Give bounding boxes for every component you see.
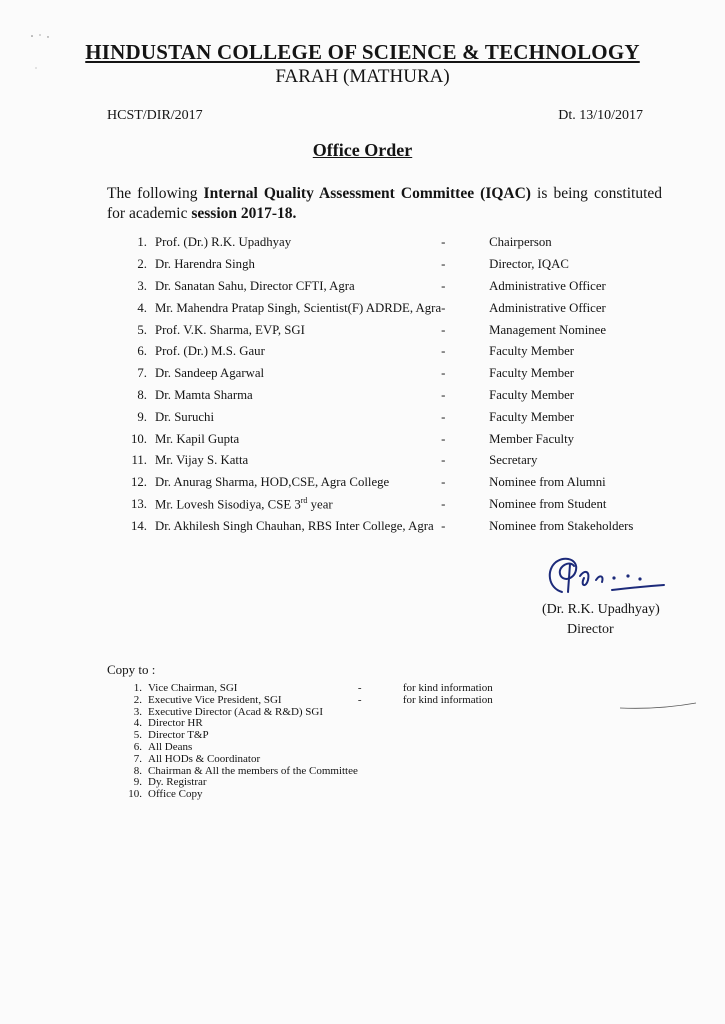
copy-to-label: Copy to : [107, 662, 156, 677]
copy-item-number: 2. [133, 693, 142, 706]
copy-item-separator [358, 718, 403, 730]
copy-item-number: 8. [133, 764, 142, 777]
copy-item-separator: - [357, 693, 362, 706]
member-role: Administrative Officer [489, 300, 606, 315]
member-separator: - [441, 322, 446, 337]
copy-item-note [403, 707, 540, 719]
copy-to-item [120, 754, 540, 766]
member-separator: - [441, 518, 446, 533]
copy-item-number: 3. [133, 705, 142, 718]
member-role: Management Nominee [489, 322, 607, 337]
copy-item-note [403, 718, 540, 730]
member-role: Nominee from Stakeholders [489, 518, 634, 533]
copy-item-recipient: Office Copy [148, 788, 203, 801]
copy-item-recipient: Director HR [148, 717, 203, 730]
member-number: 1. [137, 235, 147, 250]
copy-item-separator [358, 789, 403, 801]
member-row [107, 297, 667, 319]
member-separator: - [441, 300, 446, 315]
committee-name: Internal Quality Assessment Committee (IQAC) [203, 185, 531, 202]
member-row [107, 450, 667, 472]
member-number: 5. [137, 322, 147, 337]
member-role: Nominee from Student [489, 496, 607, 511]
copy-item-note [403, 777, 540, 789]
member-name: Mr. Vijay S. Katta [155, 453, 249, 468]
copy-to-list [120, 683, 540, 801]
member-separator: - [441, 278, 446, 293]
member-row [107, 428, 667, 450]
member-role: Secretary [489, 453, 538, 468]
copy-item-note [403, 766, 540, 778]
member-name: Dr. Sanatan Sahu, Director CFTI, Agra [155, 278, 355, 293]
copy-to-item [120, 789, 540, 801]
member-number: 7. [137, 366, 147, 381]
copy-item-number: 6. [133, 740, 142, 753]
copy-item-separator [358, 766, 403, 778]
copy-item-separator [358, 730, 403, 742]
member-role: Member Faculty [489, 431, 575, 446]
member-name: Prof. (Dr.) M.S. Gaur [155, 344, 265, 359]
member-number: 2. [137, 257, 147, 272]
member-row [107, 341, 667, 363]
copy-item-note [403, 730, 540, 742]
institution-location: FARAH (MATHURA) [275, 66, 450, 87]
member-name: Dr. Harendra Singh [155, 257, 255, 272]
member-role: Faculty Member [489, 387, 575, 402]
copy-item-number: 4. [133, 717, 142, 730]
committee-members-list [107, 232, 667, 537]
member-row [107, 232, 667, 254]
document-title: Office Order [312, 140, 413, 160]
signatory-name: (Dr. R.K. Upadhyay) [542, 602, 660, 617]
member-role: Chairperson [489, 235, 552, 250]
member-role: Faculty Member [489, 344, 575, 359]
member-number: 6. [137, 344, 147, 359]
member-number: 13. [131, 496, 147, 511]
member-name: Dr. Anurag Sharma, HOD,CSE, Agra College [155, 475, 390, 490]
member-separator: - [441, 257, 446, 272]
member-row [107, 494, 667, 516]
copy-item-number: 10. [128, 788, 142, 801]
copy-item-note [403, 754, 540, 766]
member-role: Faculty Member [489, 366, 575, 381]
institution-name: HINDUSTAN COLLEGE OF SCIENCE & TECHNOLOGY [85, 40, 640, 64]
copy-item-separator [358, 754, 403, 766]
signature-image [540, 552, 670, 602]
copy-item-separator [358, 742, 403, 754]
pen-stroke-mark [618, 700, 698, 712]
member-number: 10. [131, 431, 147, 446]
member-name: Prof. V.K. Sharma, EVP, SGI [155, 322, 305, 337]
member-name: Dr. Sandeep Agarwal [155, 366, 265, 381]
member-number: 12. [131, 475, 147, 490]
scan-specks [28, 28, 78, 78]
member-row [107, 472, 667, 494]
copy-item-recipient: Executive Director (Acad & R&D) SGI [148, 705, 324, 718]
copy-item-recipient: All HODs & Coordinator [148, 752, 261, 765]
copy-to-item [120, 695, 540, 707]
member-role: Faculty Member [489, 409, 575, 424]
member-number: 8. [137, 387, 147, 402]
copy-item-note: for kind information [402, 693, 493, 706]
member-row [107, 385, 667, 407]
member-separator: - [441, 409, 446, 424]
copy-item-recipient: Director T&P [148, 729, 209, 742]
intro-text: The following [107, 185, 204, 202]
member-name: Mr. Lovesh Sisodiya, CSE 3rd year [155, 496, 333, 512]
member-separator: - [441, 235, 446, 250]
member-name: Dr. Suruchi [155, 409, 215, 424]
copy-item-separator: - [357, 682, 362, 694]
member-number: 4. [137, 300, 147, 315]
copy-item-note [403, 742, 540, 754]
member-role: Director, IQAC [489, 257, 569, 272]
copy-item-recipient: Dy. Registrar [148, 776, 207, 789]
member-row [107, 406, 667, 428]
member-name: Mr. Mahendra Pratap Singh, Scientist(F) ADRDE, Agra [155, 300, 442, 315]
member-separator: - [441, 496, 446, 511]
member-row [107, 319, 667, 341]
reference-number: HCST/DIR/2017 [107, 108, 203, 123]
member-name: Dr. Akhilesh Singh Chauhan, RBS Inter College, Agra [155, 518, 434, 533]
copy-item-separator [358, 707, 403, 719]
member-separator: - [441, 453, 446, 468]
member-name: Prof. (Dr.) R.K. Upadhyay [155, 235, 292, 250]
copy-item-note: for kind information [402, 682, 493, 694]
member-separator: - [441, 344, 446, 359]
copy-item-number: 1. [133, 682, 142, 694]
copy-item-recipient: All Deans [148, 740, 193, 753]
member-role: Administrative Officer [489, 278, 606, 293]
member-name: Dr. Mamta Sharma [155, 387, 253, 402]
copy-to-item [120, 742, 540, 754]
member-separator: - [441, 431, 446, 446]
intro-text-2: is being constituted for academic [107, 185, 663, 222]
signatory-designation: Director [567, 622, 614, 637]
member-row [107, 363, 667, 385]
copy-item-recipient: Chairman & All the members of the Committee [148, 764, 358, 777]
member-number: 11. [131, 453, 147, 468]
member-name: Mr. Kapil Gupta [155, 431, 240, 446]
member-number: 14. [131, 518, 147, 533]
member-number: 9. [137, 409, 147, 424]
copy-item-number: 5. [133, 729, 142, 742]
copy-item-number: 9. [133, 776, 142, 789]
member-row [107, 254, 667, 276]
copy-item-note [403, 789, 540, 801]
member-role: Nominee from Alumni [489, 475, 606, 490]
copy-item-recipient: Executive Vice President, SGI [148, 693, 282, 706]
session-label: session 2017-18. [191, 205, 297, 222]
member-separator: - [441, 387, 446, 402]
member-row [107, 276, 667, 298]
member-separator: - [441, 366, 446, 381]
intro-paragraph [107, 184, 662, 224]
order-date: Dt. 13/10/2017 [558, 108, 643, 123]
member-row [107, 515, 667, 537]
copy-item-separator [358, 777, 403, 789]
member-number: 3. [137, 278, 147, 293]
copy-item-number: 7. [133, 752, 142, 765]
member-separator: - [441, 475, 446, 490]
copy-item-recipient: Vice Chairman, SGI [148, 682, 238, 694]
